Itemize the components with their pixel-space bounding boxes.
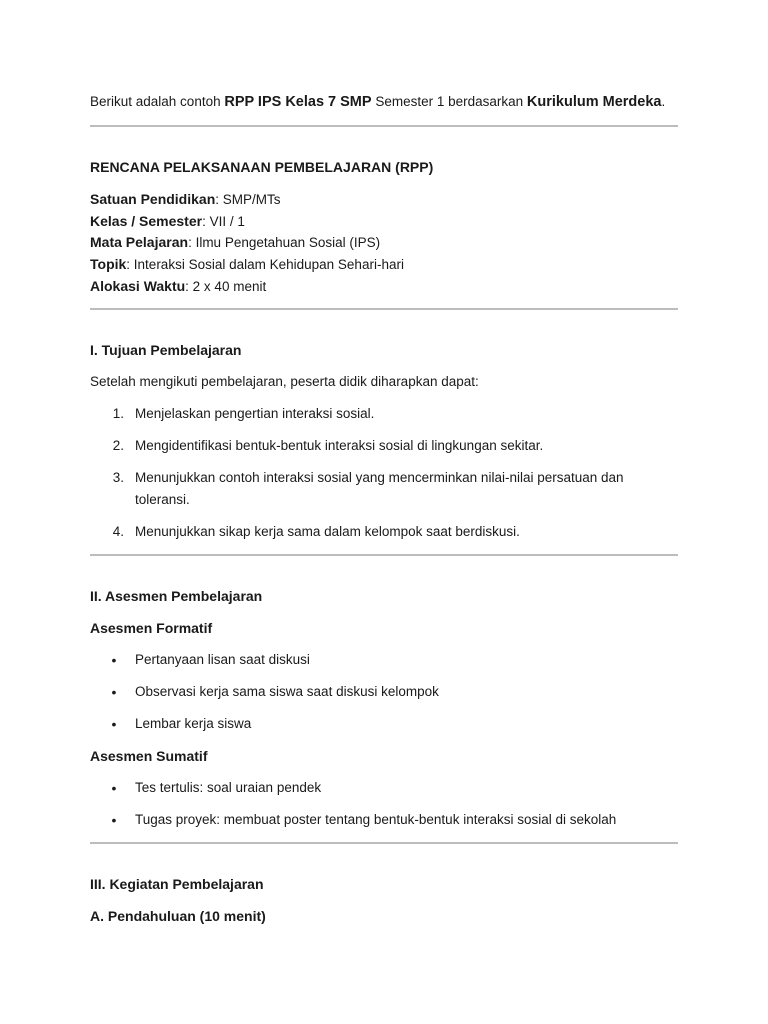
meta-key: Kelas / Semester bbox=[90, 213, 203, 229]
intro-bold-rpp: RPP IPS Kelas 7 SMP bbox=[224, 94, 372, 110]
divider bbox=[90, 125, 678, 127]
section-tujuan-lead: Setelah mengikuti pembelajaran, peserta didik diharapkan dapat: bbox=[90, 374, 479, 389]
meta-satuan-pendidikan bbox=[90, 189, 281, 210]
list-number: 4. bbox=[112, 524, 124, 539]
meta-value: : 2 x 40 menit bbox=[185, 279, 267, 294]
section-asesmen-title: II. Asesmen Pembelajaran bbox=[90, 588, 263, 604]
meta-alokasi-waktu bbox=[90, 276, 266, 297]
list-item-text: Menunjukkan contoh interaksi sosial yang mencerminkan nilai-nilai persatuan dan toleransi. bbox=[135, 470, 624, 507]
divider bbox=[90, 554, 678, 556]
intro-paragraph bbox=[90, 92, 665, 112]
list-item-text: Lembar kerja siswa bbox=[135, 716, 252, 731]
bullet-icon: • bbox=[111, 716, 117, 732]
intro-text: . bbox=[661, 94, 666, 109]
bullet-icon: • bbox=[111, 812, 117, 828]
asesmen-formatif-title: Asesmen Formatif bbox=[90, 620, 213, 636]
meta-key: Satuan Pendidikan bbox=[90, 191, 216, 207]
meta-value: : Interaksi Sosial dalam Kehidupan Sehari-hari bbox=[126, 257, 404, 272]
meta-kelas-semester bbox=[90, 211, 245, 232]
list-item-text: Menunjukkan sikap kerja sama dalam kelompok saat berdiskusi. bbox=[135, 524, 520, 539]
list-item-text: Tugas proyek: membuat poster tentang bentuk-bentuk interaksi sosial di sekolah bbox=[135, 812, 617, 827]
pendahuluan-title: A. Pendahuluan (10 menit) bbox=[90, 908, 266, 924]
meta-value: : VII / 1 bbox=[202, 214, 245, 229]
meta-topik bbox=[90, 254, 404, 275]
asesmen-sumatif-title: Asesmen Sumatif bbox=[90, 748, 208, 764]
list-item-text: Menjelaskan pengertian interaksi sosial. bbox=[135, 406, 375, 421]
meta-value: : Ilmu Pengetahuan Sosial (IPS) bbox=[188, 235, 381, 250]
meta-key: Topik bbox=[90, 256, 127, 272]
intro-text: Berikut adalah contoh bbox=[90, 94, 225, 109]
bullet-icon: • bbox=[111, 780, 117, 796]
section-tujuan-title: I. Tujuan Pembelajaran bbox=[90, 342, 242, 358]
bullet-icon: • bbox=[111, 684, 117, 700]
divider bbox=[90, 842, 678, 844]
list-number: 2. bbox=[112, 438, 124, 453]
intro-text: Semester 1 berdasarkan bbox=[371, 94, 527, 109]
list-item-text: Observasi kerja sama siswa saat diskusi kelompok bbox=[135, 684, 439, 699]
section-kegiatan-title: III. Kegiatan Pembelajaran bbox=[90, 876, 264, 892]
meta-mata-pelajaran bbox=[90, 232, 380, 253]
bullet-icon: • bbox=[111, 652, 117, 668]
rpp-title: RENCANA PELAKSANAAN PEMBELAJARAN (RPP) bbox=[90, 159, 434, 175]
list-number: 3. bbox=[112, 470, 124, 485]
list-item-text: Tes tertulis: soal uraian pendek bbox=[135, 780, 322, 795]
list-number: 1. bbox=[112, 406, 124, 421]
divider bbox=[90, 308, 678, 310]
list-item-text: Pertanyaan lisan saat diskusi bbox=[135, 652, 310, 667]
meta-key: Mata Pelajaran bbox=[90, 234, 189, 250]
intro-bold-kurikulum: Kurikulum Merdeka bbox=[526, 94, 662, 110]
list-item-text: Mengidentifikasi bentuk-bentuk interaksi sosial di lingkungan sekitar. bbox=[135, 438, 544, 453]
meta-value: : SMP/MTs bbox=[215, 192, 281, 207]
meta-key: Alokasi Waktu bbox=[90, 278, 186, 294]
